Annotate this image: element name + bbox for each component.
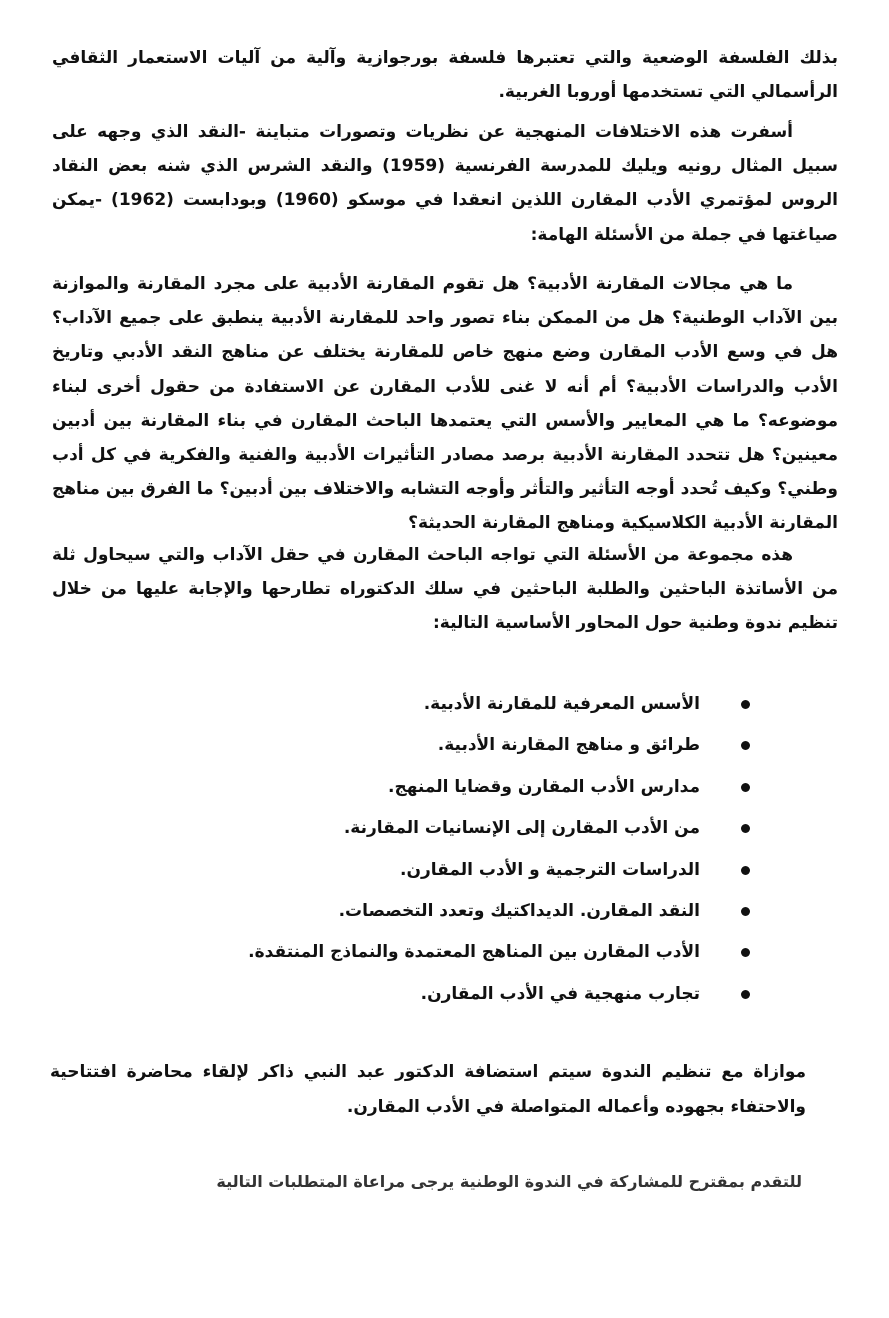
list-item: الأسس المعرفية للمقارنة الأدبية. (150, 684, 750, 725)
guest-lecture-paragraph: موازاة مع تنظيم الندوة سيتم استضافة الدكتور عبد النبي ذاكر لإلقاء محاضرة افتتاحية والاحتفاء بجهوده وأعماله المتواصلة في الأدب المقارن. (50, 1062, 806, 1117)
axes-list (150, 684, 750, 1015)
bullet-icon (741, 990, 750, 999)
requirements-heading: للتقدم بمقترح للمشاركة في الندوة الوطنية يرجى مراعاة المتطلبات التالية (216, 1172, 802, 1191)
list-item: تجارب منهجية في الأدب المقارن. (150, 974, 750, 1015)
list-item: من الأدب المقارن إلى الإنسانيات المقارنة. (150, 808, 750, 849)
bullet-icon (741, 741, 750, 750)
list-item: النقد المقارن. الديداكتيك وتعدد التخصصات. (150, 891, 750, 932)
bullet-icon (741, 866, 750, 875)
bullet-icon (741, 783, 750, 792)
list-item: الدراسات الترجمية و الأدب المقارن. (150, 850, 750, 891)
questions-paragraph: ما هي مجالات المقارنة الأدبية؟ هل تقوم المقارنة الأدبية على مجرد المقارنة والموازنة بين الآداب الوطنية؟ هل من الممكن بناء تصور واحد للمقارنة الأدبية ينطبق على جميع الآداب؟ هل في وسع الأدب المقارن وضع منهج خاص للمقارنة يختلف عن مناهج النقد الأدبي وتاريخ الأدب والدراسات الأدبية؟ أم أنه لا غنى للأدب المقارن عن الاستفادة من حقول أخرى لبناء موضوعه؟ ما هي المعايير والأسس التي يعتمدها الباحث المقارن في بناء المقارنة بين أدبين معينين؟ هل تتحدد المقارنة الأدبية برصد مصادر التأثيرات الأدبية والفنية والفكرية في كل أدب وطني؟ وكيف تُحدد أوجه التأثير والتأثر وأوجه التشابه والاختلاف بين أدبين؟ ما الفرق بين مناهج المقارنة الأدبية الكلاسيكية ومناهج المقارنة الحديثة؟ (52, 274, 838, 534)
bullet-icon (741, 907, 750, 916)
intro-paragraph: بذلك الفلسفة الوضعية والتي تعتبرها فلسفة بورجوازية وآلية من آليات الاستعمار الثقافي الرأسمالي التي تستخدمها أوروبا الغربية. (52, 48, 838, 103)
bullet-icon (741, 948, 750, 957)
symposium-paragraph: هذه مجموعة من الأسئلة التي تواجه الباحث المقارن في حقل الآداب والتي سيحاول ثلة من الأساتذة الباحثين والطلبة الباحثين في سلك الدكتوراه تطارحها والإجابة عليها من خلال تنظيم ندوة وطنية حول المحاور الأساسية التالية: (52, 545, 838, 634)
bullet-icon (741, 700, 750, 709)
list-item: الأدب المقارن بين المناهج المعتمدة والنماذج المنتقدة. (150, 932, 750, 973)
bullet-icon (741, 824, 750, 833)
list-item: طرائق و مناهج المقارنة الأدبية. (150, 725, 750, 766)
list-item: مدارس الأدب المقارن وقضايا المنهج. (150, 767, 750, 808)
differences-paragraph: أسفرت هذه الاختلافات المنهجية عن نظريات وتصورات متباينة -النقد الذي وجهه على سبيل المثال رونيه ويليك للمدرسة الفرنسية (1959) والنقد الشرس الذي شنه بعض النقاد الروس لمؤتمري الأدب المقارن اللذين انعقدا في موسكو (1960) وبودابست (1962) -يمكن صياغتها في جملة من الأسئلة الهامة: (52, 122, 839, 245)
